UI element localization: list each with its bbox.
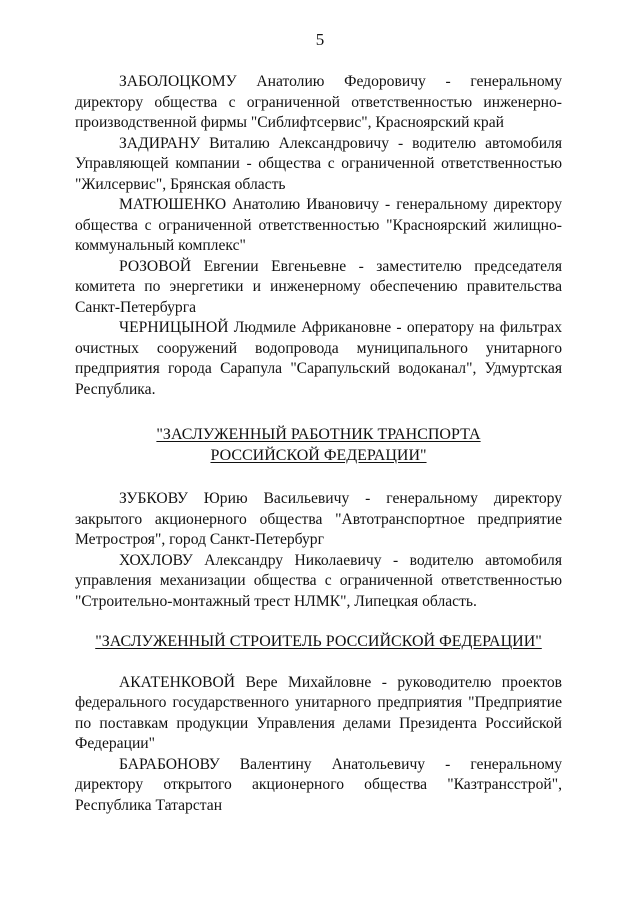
- award-entry: МАТЮШЕНКО Анатолию Ивановичу - генеральному директору общества с ограниченной ответственностью "Красноярский жилищно-коммунальный комплекс": [75, 196, 562, 254]
- award-entry: ХОХЛОВУ Александру Николаевичу - водителю автомобиля управления механизации общества с ограниченной ответственностью "Строительно-монтажный трест НЛМК", Липецкая область.: [75, 551, 562, 610]
- section-heading-line: "ЗАСЛУЖЕННЫЙ СТРОИТЕЛЬ РОССИЙСКОЙ ФЕДЕРАЦИИ": [95, 633, 542, 650]
- award-entry: ЗУБКОВУ Юрию Васильевичу - генеральному директору закрытого акционерного общества "Автотранспортное предприятие Метростроя", город Санкт-Петербург: [75, 490, 562, 548]
- page-number: 5: [315, 30, 325, 49]
- award-entry: РОЗОВОЙ Евгении Евгеньевне - заместителю председателя комитета по энергетики и инженерному обеспечению правительства Санкт-Петербурга: [75, 257, 562, 316]
- section-heading-line: РОССИЙСКОЙ ФЕДЕРАЦИИ": [210, 446, 427, 464]
- award-entry: ЗАДИРАНУ Виталию Александровичу - водителю автомобиля Управляющей компании - общества с ограниченной ответственностью "Жилсервис", Брянская область: [75, 134, 562, 193]
- section-heading-transport: [75, 425, 562, 466]
- award-entry: ЗАБОЛОЦКОМУ Анатолию Федоровичу - генеральному директору общества с ограниченной ответственностью инженерно-производственной фирмы "Сиблифтсервис", Красноярский край: [75, 73, 562, 131]
- section-heading-line: "ЗАСЛУЖЕННЫЙ РАБОТНИК ТРАНСПОРТА: [156, 426, 481, 443]
- document-body: [75, 72, 562, 816]
- award-entry: АКАТЕНКОВОЙ Вере Михайловне - руководителю проектов федерального государственного унитарного предприятия "Предприятие по поставкам продукции Управления делами Президента Российской Федерации": [75, 673, 562, 752]
- award-entry: ЧЕРНИЦЫНОЙ Людмиле Африкановне - оператору на фильтрах очистных сооружений водопровода муниципального унитарного предприятия города Сарапула "Сарапульский водоканал", Удмуртская Республика.: [75, 319, 562, 398]
- award-entry: БАРАБОНОВУ Валентину Анатольевичу - генеральному директору открытого акционерного общества "Казтрансстрой", Республика Татарстан: [75, 755, 562, 814]
- section-heading-builder: [75, 632, 562, 653]
